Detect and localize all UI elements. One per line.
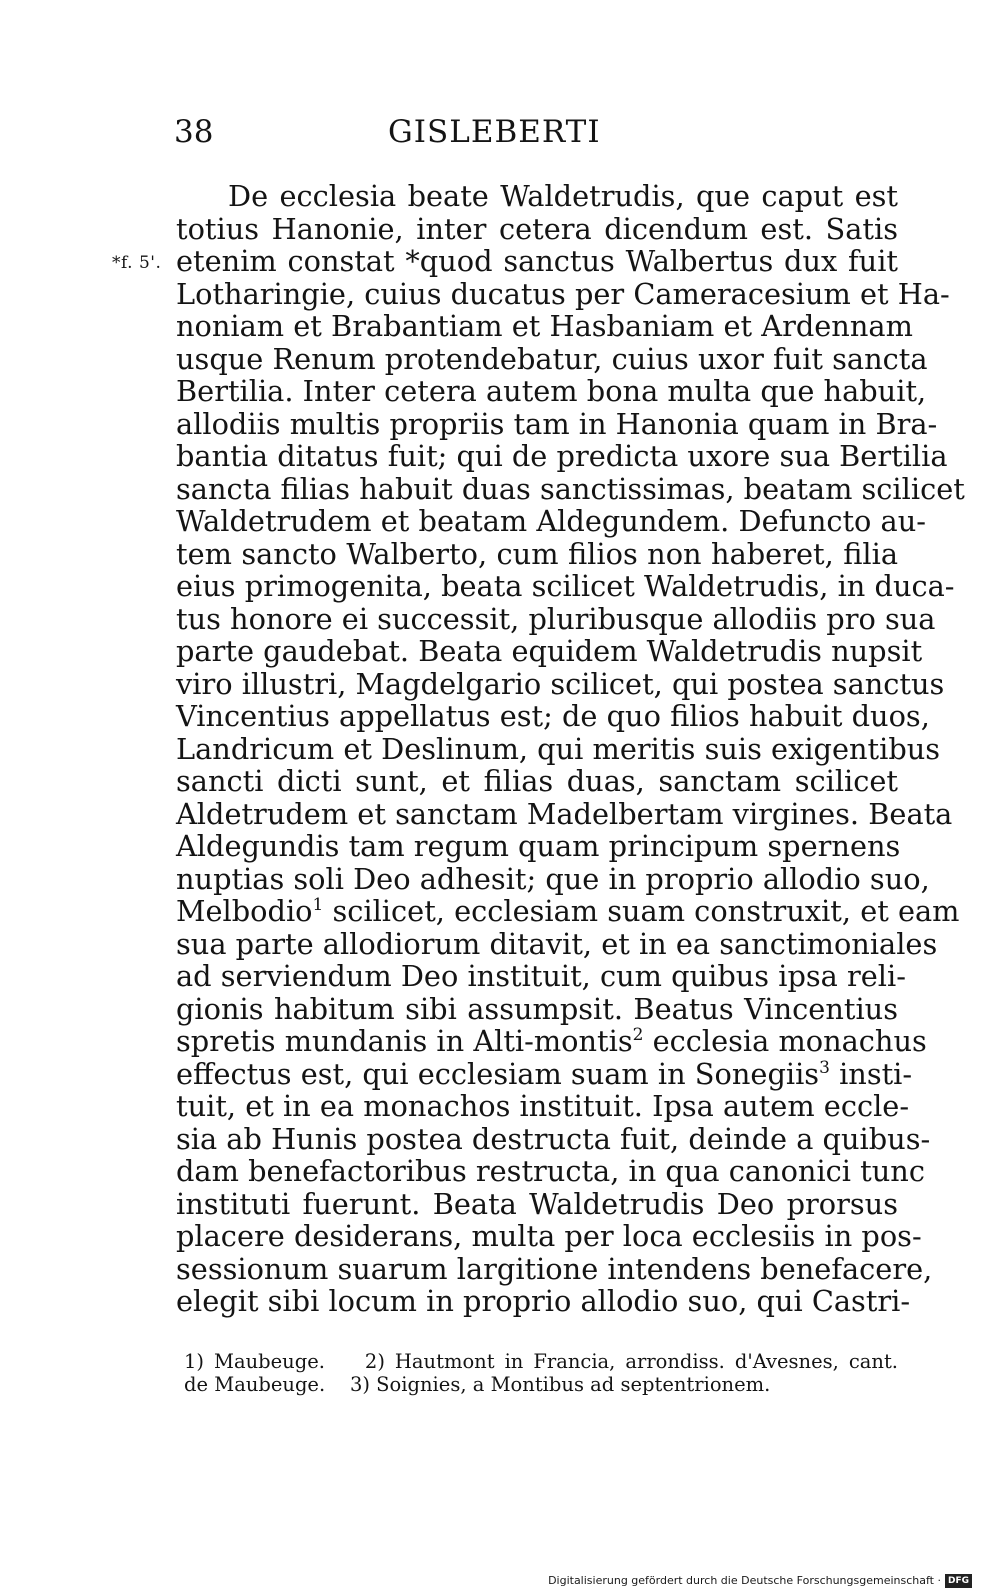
body-line: Waldetrudem et beatam Aldegundem. Defuncto au- xyxy=(176,504,926,538)
body-line: Aldegundis tam regum quam principum spernens xyxy=(176,829,901,863)
text-segment: Melbodio xyxy=(176,894,313,928)
body-line: allodiis multis propriis tam in Hanonia quam in Bra- xyxy=(176,406,938,441)
credit-text: Digitalisierung gefördert durch die Deutsche Forschungsgemeinschaft · xyxy=(548,1574,941,1587)
text-segment: scilicet, ecclesiam suam construxit, et eam xyxy=(323,894,960,928)
body-line: Vincentius appellatus est; de quo filios habuit duos, xyxy=(176,699,930,733)
dfg-logo: DFG xyxy=(945,1574,972,1588)
page-number: 38 xyxy=(174,114,214,150)
body-line: Aldetrudem et sanctam Madelbertam virgines. Beata xyxy=(176,796,953,831)
body-line: gionis habitum sibi assumpsit. Beatus Vincentius xyxy=(176,991,898,1026)
body-line: eius primogenita, beata scilicet Waldetrudis, in duca- xyxy=(176,569,955,603)
body-line: tuit, et in ea monachos instituit. Ipsa autem eccle- xyxy=(176,1089,910,1123)
body-line: sia ab Hunis postea destructa fuit, deinde a quibus- xyxy=(176,1121,931,1156)
text-segment: ecclesia monachus xyxy=(643,1024,927,1058)
body-line: De ecclesia beate Waldetrudis, que caput est xyxy=(228,179,898,213)
body-line: totius Hanonie, inter cetera dicendum est. Satis xyxy=(176,211,898,246)
footnote-ref-3: 3 xyxy=(819,1057,830,1078)
body-line: tem sancto Walberto, cum filios non haberet, filia xyxy=(176,536,898,571)
body-line: sua parte allodiorum ditavit, et in ea sanctimoniales xyxy=(176,926,938,961)
body-line: instituti fuerunt. Beata Waldetrudis Deo prorsus xyxy=(176,1186,898,1221)
body-line: sessionum suarum largitione intendens benefacere, xyxy=(176,1251,933,1286)
footnote-line: de Maubeuge. 3) Soignies, a Montibus ad septentrionem. xyxy=(184,1373,771,1396)
body-line: usque Renum protendebatur, cuius uxor fuit sancta xyxy=(176,341,928,376)
text-segment: effectus est, qui ecclesiam suam in Sonegiis xyxy=(176,1056,820,1091)
footnotes xyxy=(184,1350,898,1396)
footnote-ref-1: 1 xyxy=(312,895,324,915)
margin-note: *f. 5'. xyxy=(112,253,162,273)
body-line: etenim constat *quod sanctus Walbertus dux fuit xyxy=(176,244,898,278)
body-line: Landricum et Deslinum, qui meritis suis exigentibus xyxy=(176,731,941,766)
body-line: parte gaudebat. Beata equidem Waldetrudis nupsit xyxy=(176,634,923,668)
body-line: sancti dicti sunt, et filias duas, sanctam scilicet xyxy=(176,764,898,798)
body-line-footnote-2 xyxy=(176,1024,927,1058)
body-line: placere desiderans, multa per loca ecclesiis in pos- xyxy=(176,1219,922,1253)
body-line: ad serviendum Deo instituit, cum quibus ipsa reli- xyxy=(176,959,906,993)
body-line: Bertilia. Inter cetera autem bona multa que habuit, xyxy=(176,374,927,408)
running-head: GISLEBERTI xyxy=(388,114,601,150)
body-line: viro illustri, Magdelgario scilicet, qui postea sanctus xyxy=(176,666,945,701)
text-segment: spretis mundanis in Alti-montis xyxy=(176,1024,633,1058)
body-line: tus honore ei successit, pluribusque allodiis pro sua xyxy=(176,601,936,636)
digitization-credit xyxy=(548,1573,972,1589)
body-line: elegit sibi locum in proprio allodio suo, qui Castri- xyxy=(176,1284,911,1318)
body-line: noniam et Brabantiam et Hasbaniam et Ardennam xyxy=(176,309,913,343)
footnote-line: 1) Maubeuge. 2) Hautmont in Francia, arrondiss. d'Avesnes, cant. xyxy=(184,1350,898,1373)
body-line: bantia ditatus fuit; qui de predicta uxore sua Bertilia xyxy=(176,439,948,473)
body-line: dam benefactoribus restructa, in qua canonici tunc xyxy=(176,1154,925,1188)
text-segment: insti- xyxy=(829,1056,913,1091)
body-line-footnote-3 xyxy=(176,1056,913,1091)
body-text xyxy=(176,179,965,1318)
footnote-ref-2: 2 xyxy=(632,1025,644,1045)
body-line-footnote-1 xyxy=(176,894,960,928)
body-line: Lotharingie, cuius ducatus per Cameracesium et Ha- xyxy=(176,276,950,311)
body-line: nuptias soli Deo adhesit; que in proprio allodio suo, xyxy=(176,861,930,896)
body-line: sancta filias habuit duas sanctissimas, beatam scilicet xyxy=(176,471,965,506)
